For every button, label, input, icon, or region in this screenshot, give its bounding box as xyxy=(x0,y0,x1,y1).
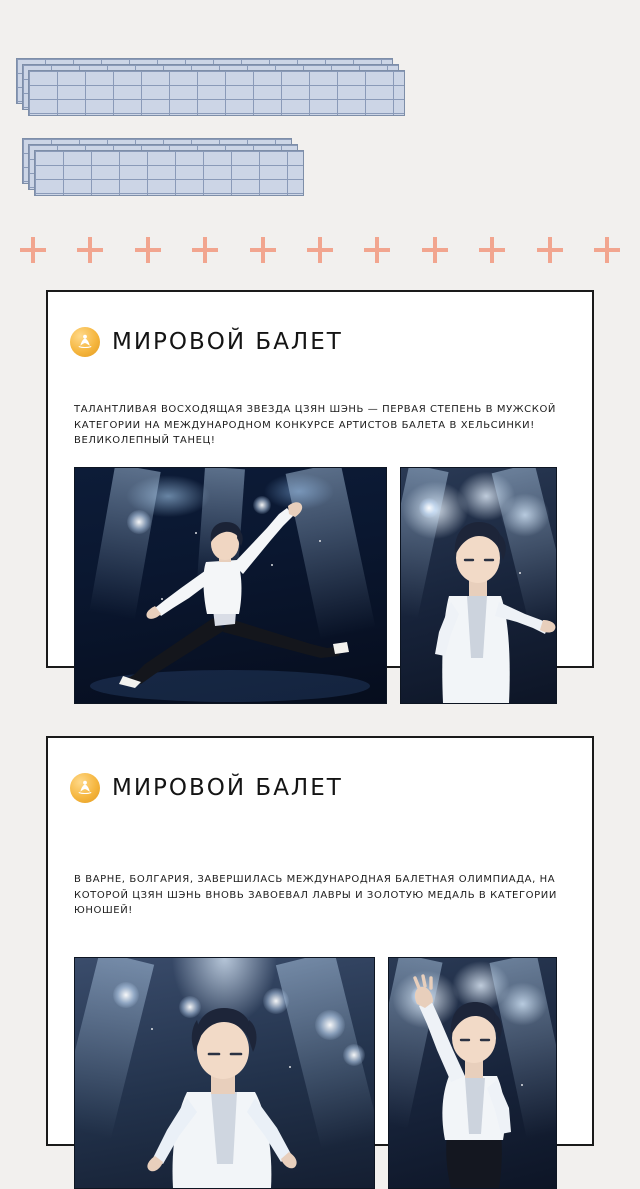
ballet-dancer-emblem-icon xyxy=(70,773,100,803)
photo-dancer-leap xyxy=(74,467,387,704)
panel-title: МИРОВОЙ БАЛЕТ xyxy=(112,329,343,356)
panel-header xyxy=(48,738,592,820)
plus-icon xyxy=(20,237,46,263)
grid-sheet xyxy=(28,70,405,116)
ballet-dancer-emblem-icon xyxy=(70,327,100,357)
grid-sheet xyxy=(34,150,304,196)
panel-photo-row xyxy=(48,957,592,1189)
decorative-grid-sheets xyxy=(0,0,640,215)
photo-dancer-portrait xyxy=(400,467,557,704)
plus-icon xyxy=(537,237,563,263)
panel-header xyxy=(48,292,592,374)
panel-body-text: В ВАРНЕ, БОЛГАРИЯ, ЗАВЕРШИЛАСЬ МЕЖДУНАРОДНАЯ БАЛЕТНАЯ ОЛИМПИАДА, НА КОТОРОЙ ЦЗЯН ШЭНЬ ВНОВЬ ЗАВОЕВАЛ ЛАВРЫ И ЗОЛОТУЮ МЕДАЛЬ В КАТЕГОРИИ ЮНОШЕЙ! xyxy=(74,874,557,917)
plus-icon xyxy=(135,237,161,263)
plus-icon xyxy=(594,237,620,263)
photo-dancer-stage-lights xyxy=(74,957,375,1189)
plus-divider-row xyxy=(0,228,640,272)
plus-icon xyxy=(192,237,218,263)
plus-icon xyxy=(307,237,333,263)
plus-icon xyxy=(250,237,276,263)
panel-photo-row xyxy=(48,467,592,704)
panel-body-text: ТАЛАНТЛИВАЯ ВОСХОДЯЩАЯ ЗВЕЗДА ЦЗЯН ШЭНЬ — ПЕРВАЯ СТЕПЕНЬ В МУЖСКОЙ КАТЕГОРИИ НА МЕЖДУНАРОДНОМ КОНКУРСЕ АРТИСТОВ БАЛЕТА В ХЕЛЬСИНКИ! ВЕЛИКОЛЕПНЫЙ ТАНЕЦ! xyxy=(74,404,557,447)
plus-icon xyxy=(364,237,390,263)
news-panel xyxy=(46,736,594,1146)
panel-title: МИРОВОЙ БАЛЕТ xyxy=(112,775,343,802)
photo-dancer-raised-arm xyxy=(388,957,557,1189)
plus-icon xyxy=(422,237,448,263)
plus-icon xyxy=(77,237,103,263)
plus-icon xyxy=(479,237,505,263)
news-panel xyxy=(46,290,594,668)
